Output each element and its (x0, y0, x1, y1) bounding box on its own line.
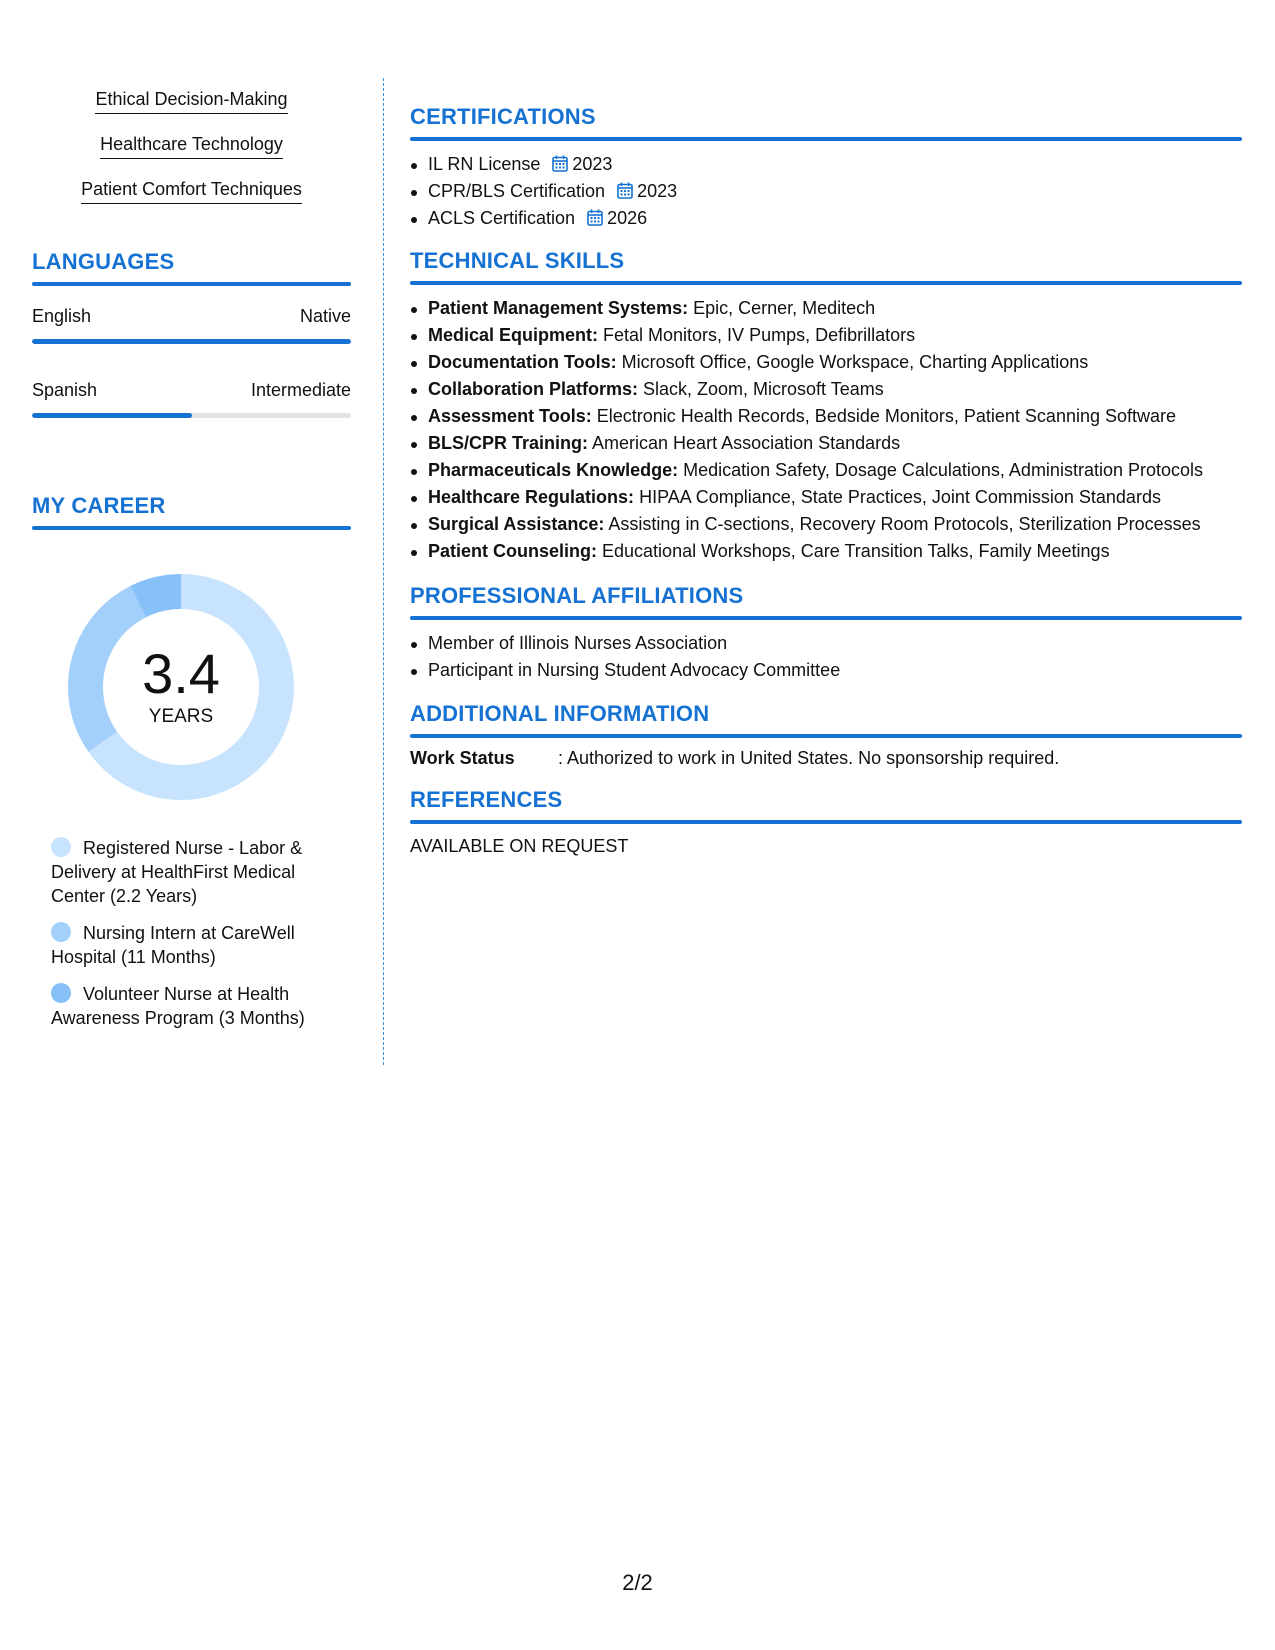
affiliations-list (410, 630, 1242, 684)
language-row (32, 380, 351, 401)
certifications-list (410, 151, 1242, 232)
page-number: 2/2 (622, 1570, 653, 1595)
tech-skill-label: Documentation Tools: (428, 352, 617, 372)
tech-skill-label: Patient Management Systems: (428, 298, 689, 318)
calendar-icon (587, 207, 603, 234)
section-rule (32, 526, 351, 530)
section-rule (410, 820, 1242, 824)
tech-skill-label: Healthcare Regulations: (428, 487, 635, 507)
section-title: PROFESSIONAL AFFILIATIONS (410, 583, 744, 608)
column-divider (383, 78, 384, 1065)
right-column (410, 78, 1242, 857)
tech-skill-item (410, 511, 1242, 538)
tech-skill-item (410, 322, 1242, 349)
section-title: MY CAREER (32, 493, 166, 518)
skill-item: Ethical Decision-Making (95, 89, 287, 114)
certification-item (410, 178, 1242, 205)
certification-name: ACLS Certification (428, 208, 576, 228)
language-level: Native (299, 306, 351, 326)
section-title: TECHNICAL SKILLS (410, 248, 625, 273)
tech-skill-value: Electronic Health Records, Bedside Monitors, Patient Scanning Software (591, 406, 1177, 426)
tech-skill-item (410, 457, 1242, 484)
legend-dot (51, 983, 71, 1003)
certifications-section (410, 104, 1242, 232)
tech-skill-item (410, 403, 1242, 430)
affiliation-item: Participant in Nursing Student Advocacy Committee (410, 657, 1242, 684)
career-donut-chart (66, 572, 296, 802)
legend-dot (51, 922, 71, 942)
tech-skill-item (410, 484, 1242, 511)
tech-skill-value: Epic, Cerner, Meditech (688, 298, 876, 318)
language-bar (32, 413, 351, 418)
legend-label: Nursing Intern at CareWell Hospital (11 Months) (51, 923, 295, 967)
legend-item (51, 836, 341, 908)
tech-skill-label: Collaboration Platforms: (428, 379, 639, 399)
certification-year: 2023 (637, 181, 678, 201)
tech-skill-value: Microsoft Office, Google Workspace, Charting Applications (616, 352, 1089, 372)
technical-skills-section (410, 248, 1242, 565)
career-section (32, 493, 351, 1030)
tech-skill-item (410, 430, 1242, 457)
calendar-icon (617, 180, 633, 207)
legend-label: Registered Nurse - Labor & Delivery at HealthFirst Medical Center (2.2 Years) (51, 838, 303, 906)
legend-label: Volunteer Nurse at Health Awareness Program (3 Months) (51, 984, 305, 1028)
work-status-value: : Authorized to work in United States. No sponsorship required. (558, 748, 1060, 768)
tech-skill-value: HIPAA Compliance, State Practices, Joint Commission Standards (634, 487, 1161, 507)
section-rule (410, 616, 1242, 620)
language-level: Intermediate (250, 380, 351, 400)
skill-item: Healthcare Technology (100, 134, 283, 159)
section-title: LANGUAGES (32, 249, 175, 274)
tech-skill-item (410, 295, 1242, 322)
certification-item (410, 151, 1242, 178)
section-rule (410, 281, 1242, 285)
tech-skill-value: Slack, Zoom, Microsoft Teams (638, 379, 884, 399)
tech-skill-value: Medication Safety, Dosage Calculations, Administration Protocols (678, 460, 1204, 480)
language-bar-fill (32, 339, 351, 344)
section-title: CERTIFICATIONS (410, 104, 596, 129)
affiliations-section (410, 583, 1242, 684)
references-section (410, 787, 1242, 857)
section-rule (32, 282, 351, 286)
affiliation-item: Member of Illinois Nurses Association (410, 630, 1242, 657)
legend-dot (51, 837, 71, 857)
legend-item (51, 921, 341, 969)
certification-name: CPR/BLS Certification (428, 181, 606, 201)
left-column (32, 78, 351, 1043)
donut-center (66, 572, 296, 802)
tech-skill-label: BLS/CPR Training: (428, 433, 589, 453)
language-row (32, 306, 351, 327)
soft-skills-list (32, 78, 351, 213)
tech-skill-label: Medical Equipment: (428, 325, 599, 345)
work-status-row (410, 748, 1242, 769)
tech-skill-value: Fetal Monitors, IV Pumps, Defibrillators (598, 325, 916, 345)
technical-skills-list (410, 295, 1242, 565)
languages-section (32, 249, 351, 418)
skill-item: Patient Comfort Techniques (81, 179, 302, 204)
certification-item (410, 205, 1242, 232)
additional-info-section (410, 701, 1242, 769)
certification-year: 2023 (572, 154, 613, 174)
section-title: REFERENCES (410, 787, 563, 812)
language-bar (32, 339, 351, 344)
tech-skill-value: American Heart Association Standards (588, 433, 901, 453)
certification-name: IL RN License (428, 154, 541, 174)
tech-skill-item (410, 376, 1242, 403)
career-total-unit: YEARS (148, 706, 214, 727)
section-rule (410, 734, 1242, 738)
career-total-years: 3.4 (142, 642, 220, 705)
tech-skill-item (410, 538, 1242, 565)
references-text: AVAILABLE ON REQUEST (410, 836, 629, 856)
tech-skill-label: Assessment Tools: (428, 406, 592, 426)
tech-skill-item (410, 349, 1242, 376)
calendar-icon (552, 153, 568, 180)
language-name: Spanish (32, 380, 98, 400)
certification-year: 2026 (607, 208, 648, 228)
tech-skill-value: Educational Workshops, Care Transition Talks, Family Meetings (597, 541, 1110, 561)
tech-skill-label: Surgical Assistance: (428, 514, 605, 534)
language-name: English (32, 306, 92, 326)
section-title: ADDITIONAL INFORMATION (410, 701, 710, 726)
legend-item (51, 982, 341, 1030)
work-status-label: Work Status (410, 748, 515, 768)
tech-skill-label: Pharmaceuticals Knowledge: (428, 460, 679, 480)
language-bar-fill (32, 413, 192, 418)
career-legend (51, 836, 341, 1030)
tech-skill-label: Patient Counseling: (428, 541, 598, 561)
tech-skill-value: Assisting in C-sections, Recovery Room Protocols, Sterilization Processes (604, 514, 1201, 534)
section-rule (410, 137, 1242, 141)
